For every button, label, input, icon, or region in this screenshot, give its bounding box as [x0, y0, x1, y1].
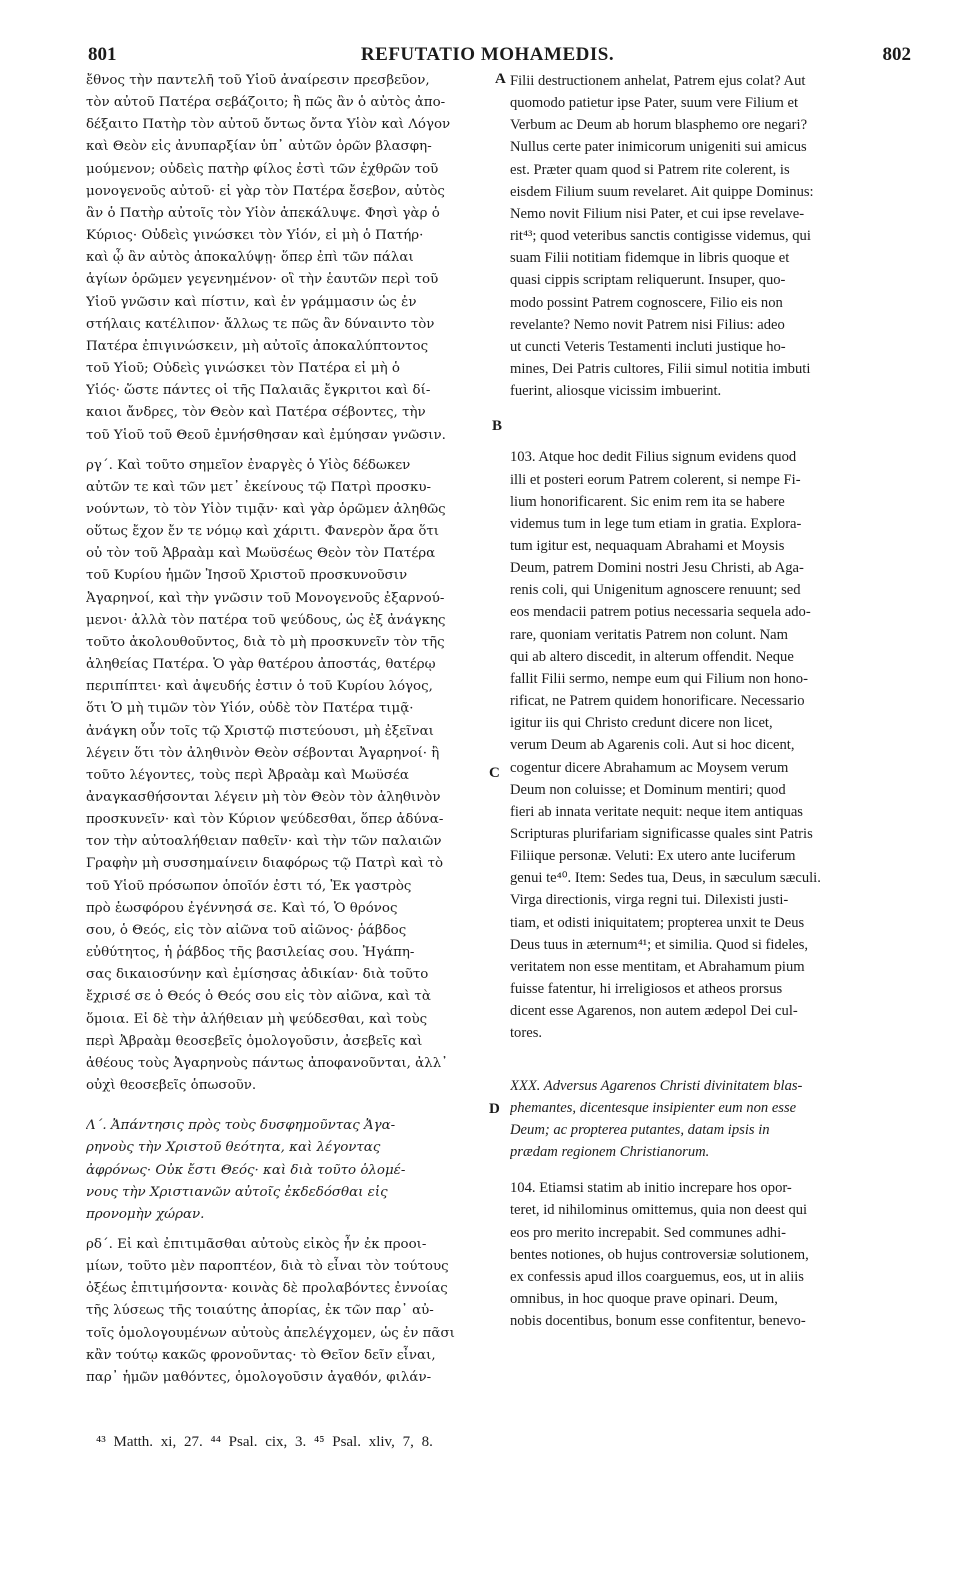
text-line: ἀφρόνως· Οὐκ ἔστι Θεός· καὶ διὰ τοῦτο ὁλομέ-: [86, 1162, 406, 1178]
text-line: ἔχρισέ σε ὁ Θεός ὁ Θεός σου εἰς τὸν αἰῶνα, καὶ τὰ: [86, 989, 431, 1005]
latin-paragraph-2: [510, 446, 912, 1044]
text-line: αὐτῶν τε καὶ τῶν μετ᾽ ἐκείνους τῷ Πατρὶ προσκυ-: [86, 479, 431, 495]
text-line: περὶ Ἀβραὰμ θεοσεβεῖς ὁμολογοῦσιν, ἀσεβεῖς καὶ: [86, 1033, 423, 1049]
text-line: quomodo patietur ipse Pater, suum vere Filium et: [510, 95, 798, 112]
text-line: τοῦ Υἱοῦ πρόσωπον ὁποῖόν ἐστι τό, Ἐκ γαστρὸς: [86, 878, 412, 894]
text-line: ἔθνος τὴν παντελῆ τοῦ Υἱοῦ ἀναίρεσιν πρεσβεῦον,: [86, 73, 430, 88]
text-line: Γραφὴν μὴ συσσημαίνειν διαφόρως τῷ Πατρὶ καὶ τὸ: [86, 856, 444, 872]
text-line: tum igitur est, nequaquam Abrahami et Moysis: [510, 537, 785, 554]
text-line: Πατέρα ἐπιγινώσκειν, μὴ αὐτοῖς ἀποκαλύπτοντος: [86, 338, 429, 354]
text-line: μενοι· ἀλλὰ τὸν πατέρα τοῦ ψεύδους, ὡς ἐξ ἀνάγκης: [86, 612, 446, 628]
greek-paragraph-1: [86, 70, 504, 447]
text-line: rit⁴³; quod veteribus sanctis contigisse videmus, qui: [510, 228, 811, 245]
page-number-right: 802: [882, 44, 911, 65]
text-line: modo possint Patrem cognoscere, Filio eis non: [510, 294, 783, 311]
page-number-left: 801: [88, 44, 117, 65]
text-line: Κύριος· Οὐδεὶς γινώσκει τὸν Υἱόν, εἰ μὴ ὁ Πατήρ·: [86, 228, 424, 244]
text-line: νούντων, τὸ τὸν Υἱὸν τιμᾷν· καὶ γὰρ ὁρῶμεν ἀληθῶς: [86, 501, 446, 517]
text-line: ἂν ὁ Πατὴρ αὐτοῖς τὸν Υἱὸν ἀπεκάλυψε. Φησὶ γὰρ ὁ: [86, 205, 440, 221]
text-line: eos pro merito increpabit. Sed communes adhi-: [510, 1224, 786, 1241]
text-line: Nemo novit Filium nisi Pater, et cui ipse revelave-: [510, 205, 805, 222]
text-line: τοῦ Κυρίου ἡμῶν Ἰησοῦ Χριστοῦ προσκυνοῦσιν: [86, 568, 408, 584]
text-line: Deus tuus in æternum⁴¹; et similia. Quod si fideles,: [510, 936, 809, 953]
text-line: Υἱοῦ γνῶσιν καὶ πίστιν, καὶ ἐν γράμμασιν ὡς ἐν: [86, 294, 417, 310]
text-line: mines, Dei Patris cultores, Filii simul notitia imbuti: [510, 361, 811, 378]
text-line: phemantes, dicentesque insipienter eum non esse: [510, 1099, 797, 1116]
text-line: ex confessis apud illos coarguemus, eos, ut in aliis: [510, 1268, 804, 1285]
text-line: τοῖς ὁμολογουμένων αὐτοὺς ἀπελέγχομεν, ὡς ἐν πᾶσι: [86, 1325, 455, 1341]
running-title: REFUTATIO MOHAMEDIS.: [360, 44, 615, 65]
text-line: ρδ΄. Εἰ καὶ ἐπιτιμᾶσθαι αὐτοὺς εἰκὸς ἦν ἐκ προοι-: [86, 1236, 427, 1252]
text-line: τοῦ Υἱοῦ; Οὐδεὶς γινώσκει τὸν Πατέρα εἰ μὴ ὁ: [86, 361, 400, 377]
text-line: qui ab altero discedit, in alterum offendit. Neque: [510, 648, 794, 665]
text-line: Nullus certe pater inimicorum unigeniti sui amicus: [510, 139, 807, 156]
text-line: 103. Atque hoc dedit Filius signum evidens quod: [510, 449, 797, 466]
text-line: τον τὴν αὐτοαλήθειαν παθεῖν· καὶ τὴν τῶν παλαιῶν: [86, 834, 442, 850]
text-line: Ἀγαρηνοί, καὶ τὴν γνῶσιν τοῦ Μονογενοῦς ἐξαρνού-: [86, 590, 445, 606]
margin-marker-d: D: [489, 1101, 500, 1117]
text-line: eos mendacii patrem potius necessaria sequela ado-: [510, 604, 811, 621]
text-line: suam Filii notitiam fidemque in libris quoque et: [510, 250, 790, 267]
text-line: Deum; ac propterea putantes, datam ipsis in: [510, 1121, 770, 1138]
text-line: Filiique personæ. Veluti: Ex utero ante luciferum: [510, 848, 796, 865]
text-line: fuisse fatentur, hi irreligiosos et atheos prorsus: [510, 981, 783, 998]
text-line: εὐθύτητος, ἡ ῥάβδος τῆς βασιλείας σου. Ἠγάπη-: [86, 945, 415, 961]
text-line: ρηνοὺς τὴν Χριστοῦ θεότητα, καὶ λέγοντας: [86, 1140, 381, 1156]
text-line: videmus tum in lege tum etiam in gratia. Explora-: [510, 515, 802, 532]
text-line: οὐχὶ θεοσεβεῖς ὁπωσοῦν.: [86, 1078, 257, 1094]
margin-marker-a: A: [495, 71, 506, 87]
text-line: fieri ab innata veritate nequit: neque item antiquas: [510, 803, 803, 820]
text-line: ἀνάγκη οὖν τοῖς τῷ Χριστῷ πιστεύουσι, μὴ ἐξεῖναι: [86, 723, 434, 739]
text-line: ἀναγκασθήσονται λέγειν μὴ τὸν Θεὸν τὸν ἀληθινὸν: [86, 790, 441, 805]
text-line: προνομὴν χώραν.: [86, 1206, 205, 1222]
greek-column: [86, 70, 504, 1389]
text-line: προσκυνεῖν· καὶ τὸν Κύριον ψεύδεσθαι, ὅπερ ἀδύνα-: [86, 812, 444, 828]
text-line: Scripturas plurifariam significasse quales sint Patris: [510, 826, 813, 842]
text-line: illi et posteri eorum Patrem colerent, si nempe Fi-: [510, 471, 801, 488]
text-line: renis coli, qui Unigenitum agnoscere renuunt; sed: [510, 582, 801, 599]
text-line: ἁγίων ὁρῶμεν γεγενημένον· οἳ τὴν ἑαυτῶν περὶ τοῦ: [86, 272, 439, 288]
text-line: μούμενον; οὐδεὶς πατὴρ φίλος ἐστὶ τῶν ἐχθρῶν τοῦ: [86, 161, 439, 177]
text-line: Deum, patrem Domini nostri Jesu Christi, ab Aga-: [510, 560, 804, 577]
text-line: μονογενοῦς αὐτοῦ· εἰ γὰρ τὸν Πατέρα ἔσεβον, αὐτὸς: [86, 183, 445, 199]
text-line: dicent esse Agarenos, non autem ædepol Dei cul-: [510, 1003, 798, 1020]
text-line: eisdem Filium suum revelaret. Ait quippe Dominus:: [510, 183, 814, 200]
text-line: igitur iis qui Christo credunt dicere non licet,: [510, 715, 773, 732]
text-line: ὀξέως ἐπιτιμήσοντα· κοινὰς δὲ προλαβόντες ἐννοίας: [86, 1281, 448, 1297]
text-line: τοῦ Υἱοῦ τοῦ Θεοῦ ἐμνήσθησαν καὶ ἐμύησαν γνῶσιν.: [86, 427, 446, 443]
text-line: veritatem non esse mentitam, et Abrahamum pium: [510, 958, 805, 975]
text-line: νους τὴν Χριστιανῶν αὐτοῖς ἐκδεδόσθαι εἰς: [86, 1184, 388, 1200]
text-line: πρὸ ἑωσφόρου ἐγέννησά σε. Καὶ τό, Ὁ θρόνος: [86, 900, 398, 916]
latin-column: [510, 70, 912, 1332]
text-line: prædam regionem Christianorum.: [510, 1144, 710, 1161]
greek-section-title: [86, 1115, 504, 1226]
text-line: μίων, τοῦτο μὲν παροπτέον, διὰ τὸ εἶναι τὸν τούτους: [86, 1259, 449, 1275]
text-line: 104. Etiamsi statim ab initio increpare hos opor-: [510, 1180, 792, 1197]
text-line: genui te⁴⁰. Item: Sedes tua, Deus, in sæculum sæculi.: [510, 870, 821, 887]
text-line: nobis docentibus, bonum esse confitentur, benevo-: [510, 1313, 806, 1330]
text-line: σας δικαιοσύνην καὶ ἐμίσησας ἀδικίαν· διὰ τοῦτο: [86, 967, 429, 983]
text-line: τοῦτο ἀκολουθοῦντος, διὰ τὸ μὴ προσκυνεῖν τὸν τῆς: [86, 634, 445, 650]
text-line: ὅτι Ὁ μὴ τιμῶν τὸν Υἱόν, οὐδὲ τὸν Πατέρα τιμᾷ·: [86, 701, 414, 717]
margin-marker-c: C: [489, 765, 500, 781]
text-line: δέξαιτο Πατὴρ τὸν αὐτοῦ ὄντως ὄντα Υἱὸν καὶ Λόγον: [86, 117, 451, 133]
text-line: Deum non coluisse; et Dominum mentiri; quod: [510, 781, 786, 798]
text-line: Λ΄. Ἀπάντησις πρὸς τοὺς δυσφημοῦντας Ἀγα-: [86, 1118, 396, 1134]
text-line: tores.: [510, 1025, 543, 1042]
text-line: τὸν αὐτοῦ Πατέρα σεβάζοιτο; ἢ πῶς ἂν ὁ αὐτὸς ἀπο-: [86, 95, 446, 111]
text-line: οὐ τὸν τοῦ Ἀβραὰμ καὶ Μωϋσέως Θεὸν τὸν Πατέρα: [86, 546, 436, 562]
text-line: bentes notiones, ob hujus controversiæ solutionem,: [510, 1246, 809, 1263]
latin-paragraph-1: [510, 70, 912, 402]
text-line: καιοι ἄνδρες, τὸν Θεὸν καὶ Πατέρα σέβοντες, τὴν: [86, 405, 426, 421]
text-line: Υἱός· ὥστε πάντες οἱ τῆς Παλαιᾶς ἔγκριτοι καὶ δί-: [86, 383, 431, 399]
text-line: fuerint, aliosque vicissim imbuerint.: [510, 383, 722, 400]
text-line: ἀληθείας Πατέρα. Ὁ γὰρ θατέρου ἀποστάς, θατέρῳ: [86, 657, 436, 673]
latin-section-title: [510, 1075, 912, 1164]
text-line: στήλαις κατέλιπον· ἄλλως τε πῶς ἂν δύναιντο τὸν: [86, 316, 435, 332]
text-line: rare, quoniam veritatis Patrem non colunt. Nam: [510, 626, 789, 643]
text-line: rificat, ne Patrem quidem honorificare. Necessario: [510, 693, 805, 710]
text-line: ἀθέους τοὺς Ἀγαρηνοὺς πάντως ἀποφανοῦνται, ἀλλ᾽: [86, 1055, 448, 1071]
greek-paragraph-3: [86, 1234, 504, 1389]
text-line: ὅμοια. Εἰ δὲ τὴν ἀλήθειαν μὴ ψεύδεσθαι, καὶ τοὺς: [86, 1011, 428, 1027]
text-line: omnibus, in hoc quoque prave opinari. Deum,: [510, 1290, 778, 1307]
text-line: καὶ ᾧ ἂν αὐτὸς ἀποκαλύψῃ· ὅπερ ἐπὶ τῶν πάλαι: [86, 250, 414, 266]
text-line: quasi cippis scriptam reliquerunt. Insuper, quo-: [510, 272, 786, 289]
text-line: λέγειν ὅτι τὸν ἀληθινὸν Θεὸν σέβονται Ἀγαρηνοί· ἢ: [86, 745, 440, 761]
text-line: κἂν τούτῳ κακῶς φρονοῦντας· τὸ Θεῖον δεῖν εἶναι,: [86, 1347, 436, 1363]
text-line: Virga directionis, virga regni tui. Dilexisti justi-: [510, 892, 789, 909]
text-line: fallit Filii sermo, nempe eum qui Filium non hono-: [510, 670, 808, 687]
text-line: Filii destructionem anhelat, Patrem ejus colat? Aut: [510, 73, 806, 89]
text-line: revelante? Nemo novit Patrem nisi Filius: adeo: [510, 316, 785, 333]
latin-paragraph-3: [510, 1177, 912, 1332]
text-line: verum Deum ab Agarenis coli. Aut si hoc dicent,: [510, 737, 795, 754]
text-line: teret, id nihilominus omittemus, quia non deest qui: [510, 1202, 808, 1219]
text-line: καὶ Θεὸν εἰς ἀνυπαρξίαν ὑπ᾽ αὐτῶν ὁρῶν βλασφη-: [86, 139, 432, 155]
text-line: τῆς λύσεως τῆς τοιαύτης ἀπορίας, ἐκ τῶν παρ᾽ αὐ-: [86, 1303, 434, 1319]
greek-paragraph-2: [86, 455, 504, 1098]
text-line: cogentur dicere Abrahamum ac Moysem verum: [510, 759, 789, 776]
text-line: lium honorificarent. Sic enim rem ita se habere: [510, 493, 785, 510]
text-line: παρ᾽ ἡμῶν μαθόντες, ὁμολογοῦσιν ἀγαθόν, φιλάν-: [86, 1369, 432, 1385]
text-line: τοῦτο λέγοντες, τοὺς περὶ Ἀβραὰμ καὶ Μωϋσέα: [86, 767, 409, 783]
text-line: περιπίπτει· καὶ ἀψευδής ἐστιν ὁ τοῦ Κυρίου λόγος,: [86, 679, 433, 695]
text-line: οὕτως ἔχον ἔν τε νόμῳ καὶ χάριτι. Φανερὸν ἄρα ὅτι: [86, 524, 440, 540]
text-line: est. Præter quam quod si Patrem rite colerent, is: [510, 161, 790, 178]
text-line: ut cuncti Veteris Testamenti incluti justique ho-: [510, 338, 786, 355]
text-line: XXX. Adversus Agarenos Christi divinitatem blas-: [510, 1077, 803, 1094]
text-line: σου, ὁ Θεός, εἰς τὸν αἰῶνα τοῦ αἰῶνος· ῥάβδος: [86, 922, 407, 938]
text-line: Verbum ac Deum ab horum blasphemo ore negari?: [510, 117, 808, 134]
text-line: tiam, et odisti iniquitatem; propterea unxit te Deus: [510, 914, 805, 931]
margin-marker-b: B: [492, 418, 503, 434]
footnotes: ⁴³ Matth. xi, 27. ⁴⁴ Psal. cix, 3. ⁴⁵ Psal. xliv, 7, 8.: [96, 1434, 433, 1450]
text-line: ργ΄. Καὶ τοῦτο σημεῖον ἐναργὲς ὁ Υἱὸς δέδωκεν: [86, 457, 411, 473]
